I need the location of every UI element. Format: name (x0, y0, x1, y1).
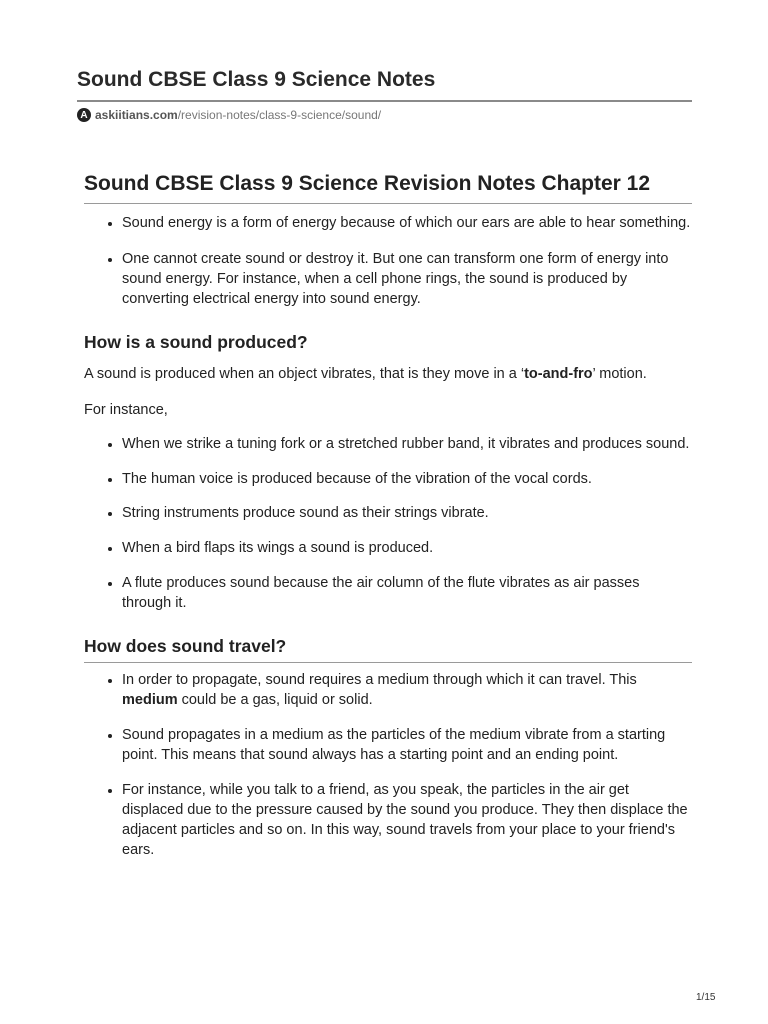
source-domain: askiitians.com (95, 108, 178, 122)
paragraph-text: ’ motion. (592, 366, 647, 382)
list-item-text: In order to propagate, sound requires a medium through which it can travel. This (122, 672, 637, 688)
list-item: • String instruments produce sound as their strings vibrate. (122, 503, 692, 523)
paragraph-text: A sound is produced when an object vibrates, that is they move in a ‘ (84, 366, 525, 382)
list-item: • When we strike a tuning fork or a stretched rubber band, it vibrates and produces sound. (122, 434, 692, 454)
list-item-text: could be a gas, liquid or solid. (177, 692, 373, 708)
list-item: • The human voice is produced because of the vibration of the vocal cords. (122, 469, 692, 489)
list-item: • Sound propagates in a medium as the particles of the medium vibrate from a starting point. This means that sound always has a starting point and an ending point. (122, 725, 692, 765)
list-item: • A flute produces sound because the air column of the flute vibrates as air passes through it. (122, 573, 692, 613)
list-item: • When a bird flaps its wings a sound is produced. (122, 538, 692, 558)
section-heading-sound-travel: How does sound travel? (84, 634, 692, 663)
title-divider (77, 100, 692, 102)
for-instance-text: For instance, (84, 402, 168, 418)
paragraph-sound-produced (84, 364, 692, 384)
list-item: • One cannot create sound or destroy it. But one can transform one form of energy into sound energy. For instance, when a cell phone rings, the sound is produced by converting electrical energy into sound energy. (122, 249, 692, 309)
source-path: /revision-notes/class-9-science/sound/ (177, 108, 382, 122)
source-link[interactable] (77, 106, 381, 124)
page-title: Sound CBSE Class 9 Science Notes (77, 68, 436, 91)
list-item: • Sound energy is a form of energy because of which our ears are able to hear something. (122, 213, 692, 233)
section-heading-sound-produced: How is a sound produced? (84, 332, 308, 352)
article-heading: Sound CBSE Class 9 Science Revision Notes Chapter 12 (84, 170, 692, 204)
travel-list (84, 670, 692, 860)
bold-term: to-and-fro (524, 366, 593, 382)
list-item (122, 670, 692, 710)
askiitians-logo-icon: A (77, 108, 91, 122)
list-item: • For instance, while you talk to a friend, as you speak, the particles in the air get displaced due to the pressure caused by the sound you produce. They then displace the adjacent particles and so on. In this way, sound travels from your place to your friend's ears. (122, 780, 692, 860)
intro-list (84, 213, 692, 309)
page-number: 1/15 (696, 992, 716, 1003)
examples-list (84, 434, 692, 613)
article-content (84, 170, 692, 860)
bold-term: medium (122, 692, 178, 708)
